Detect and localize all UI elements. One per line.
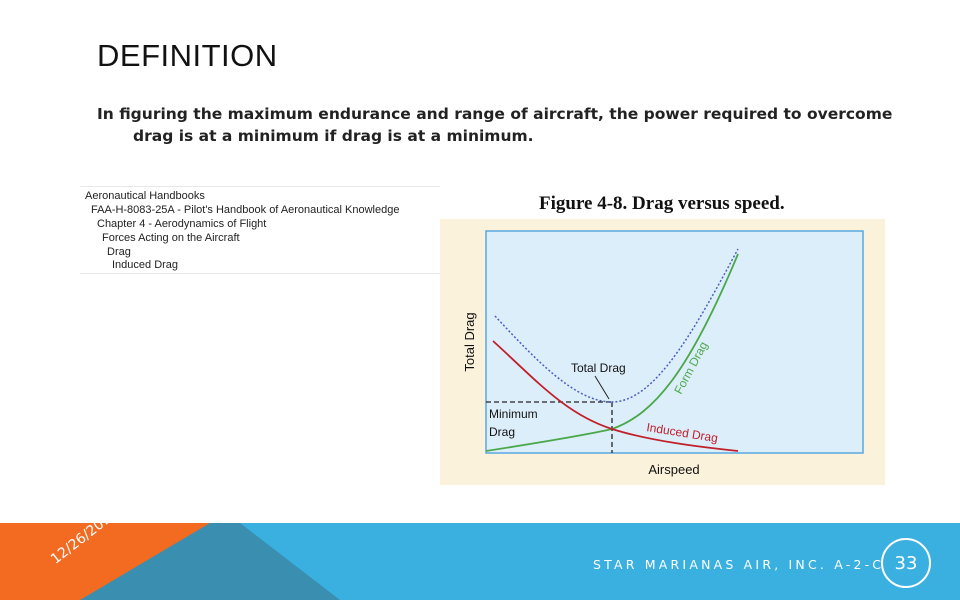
breadcrumb-item-forces: Forces Acting on the Aircraft: [102, 232, 240, 244]
breadcrumb-item-drag: Drag: [107, 246, 131, 258]
drag-diagram-panel: [440, 219, 885, 485]
breadcrumb-item-induced-drag: Induced Drag: [112, 259, 179, 271]
x-axis-label: Airspeed: [648, 462, 700, 477]
footer-company: STAR MARIANAS AIR, INC. A-2-C: [593, 557, 885, 572]
total-drag-label: Total Drag: [571, 361, 626, 375]
slide-title: DEFINITION: [97, 38, 278, 73]
y-axis-label: Total Drag: [462, 312, 477, 372]
minimum-drag-label-line1: Minimum: [489, 407, 538, 421]
minimum-drag-label-line2: Drag: [489, 425, 516, 439]
form-drag-label: Form Drag: [671, 339, 711, 397]
page-number: 33: [894, 552, 918, 574]
breadcrumb-item-phak: FAA-H-8083-25A - Pilot's Handbook of Aeronautical Knowledge: [91, 204, 400, 216]
induced-drag-label: Induced Drag: [645, 420, 719, 446]
figure-caption: Figure 4-8. Drag versus speed.: [539, 193, 785, 214]
breadcrumb: [80, 186, 440, 274]
breadcrumb-item-chapter: Chapter 4 - Aerodynamics of Flight: [97, 218, 267, 230]
plot-area: [486, 231, 863, 453]
breadcrumb-item-handbooks: Aeronautical Handbooks: [85, 190, 205, 202]
slide-date: 12/26/2010: [48, 505, 122, 568]
page-number-badge: [881, 538, 931, 588]
drag-diagram: [440, 219, 885, 485]
slide-body-text: In figuring the maximum endurance and range of aircraft, the power required to overcome drag is at a minimum if drag is at a minimum.: [97, 105, 893, 145]
